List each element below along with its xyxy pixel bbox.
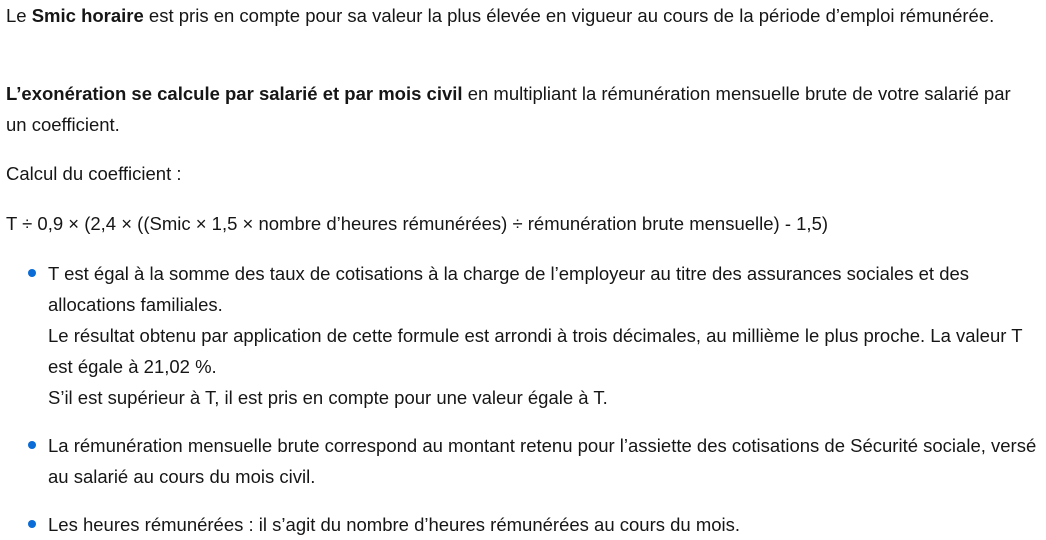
list-item bbox=[6, 509, 1042, 540]
paragraph-calcul-coefficient: Calcul du coefficient : bbox=[6, 163, 182, 184]
item2-text: La rémunération mensuelle brute correspond au montant retenu pour l’assiette des cotisations de Sécurité sociale, versé au salarié au cours du mois civil. bbox=[48, 435, 1037, 487]
p1-pre: Le bbox=[6, 5, 32, 26]
paragraph-smic-horaire bbox=[6, 0, 1026, 31]
bullet-icon bbox=[28, 441, 36, 449]
p2-bold: L’exonération se calcule par salarié et par mois civil bbox=[6, 83, 463, 104]
definitions-list bbox=[6, 258, 1042, 540]
list-item bbox=[6, 258, 1042, 413]
item1-line2: Le résultat obtenu par application de cette formule est arrondi à trois décimales, au millième le plus proche. La valeur T est égale à 21,02 %. bbox=[48, 325, 1023, 377]
formula: T ÷ 0,9 × (2,4 × ((Smic × 1,5 × nombre d’heures rémunérées) ÷ rémunération brute mensuelle) - 1,5) bbox=[6, 213, 829, 234]
item3-text: Les heures rémunérées : il s’agit du nombre d’heures rémunérées au cours du mois. bbox=[48, 514, 741, 535]
bullet-icon bbox=[28, 269, 36, 277]
p1-post: est pris en compte pour sa valeur la plus élevée en vigueur au cours de la période d’emploi rémunérée. bbox=[143, 5, 995, 26]
item1-line1: T est égal à la somme des taux de cotisations à la charge de l’employeur au titre des assurances sociales et des allocations familiales. bbox=[48, 263, 970, 315]
bullet-icon bbox=[28, 520, 36, 528]
p1-bold: Smic horaire bbox=[31, 5, 144, 26]
list-item bbox=[6, 430, 1042, 492]
item1-line3: S’il est supérieur à T, il est pris en compte pour une valeur égale à T. bbox=[48, 387, 608, 408]
p2-post: en multipliant la rémunération mensuelle brute de votre salarié par un coefficient. bbox=[6, 83, 1011, 135]
paragraph-exoneration bbox=[6, 78, 1026, 140]
